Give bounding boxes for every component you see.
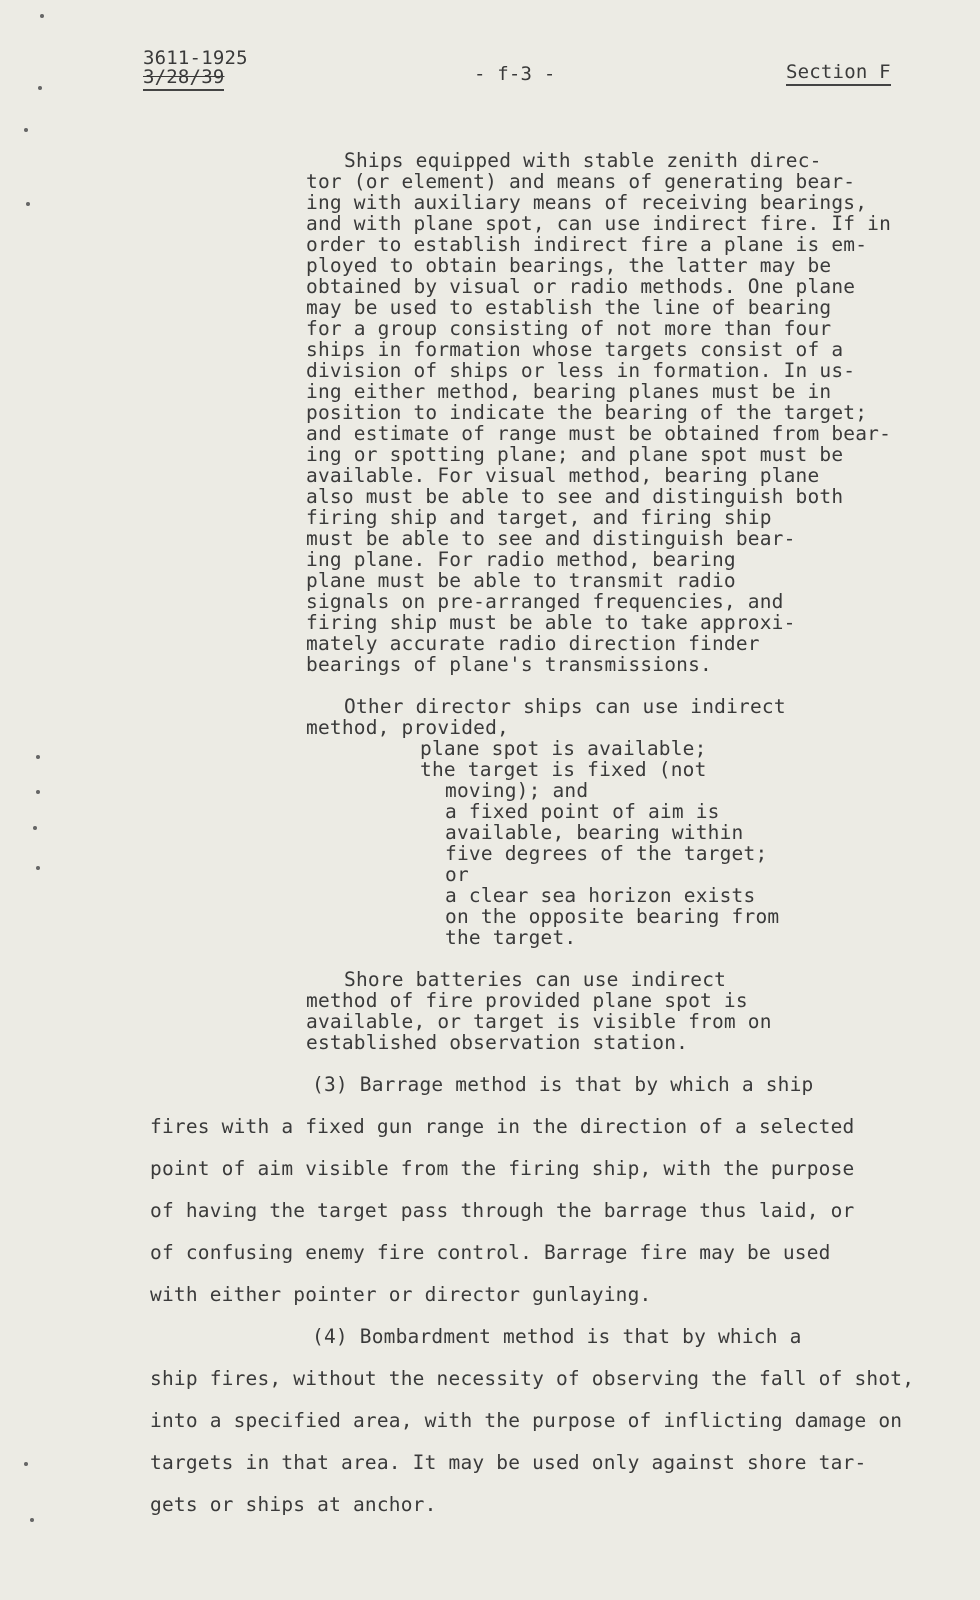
para1-line: ing or spotting plane; and plane spot must be (306, 443, 844, 466)
para4-line: point of aim visible from the firing ship, with the purpose (150, 1157, 855, 1180)
margin-speck (24, 1462, 28, 1466)
para1-line: firing ship must be able to take approxi- (306, 611, 796, 634)
para1-line: plane must be able to transmit radio (306, 569, 736, 592)
para5-line: targets in that area. It may be used only against shore tar- (150, 1451, 867, 1474)
para1-line: ing with auxiliary means of receiving bearings, (306, 191, 868, 214)
para1-line: order to establish indirect fire a plane is em- (306, 233, 868, 256)
section-label: Section F (786, 62, 891, 86)
para1-line: must be able to see and distinguish bear- (306, 527, 796, 550)
para5-line: (4) Bombardment method is that by which a (312, 1325, 802, 1348)
para2-line: method, provided, (306, 716, 509, 739)
para5-line: ship fires, without the necessity of observing the fall of shot, (150, 1367, 915, 1390)
para1-line: and estimate of range must be obtained from bear- (306, 422, 892, 445)
margin-speck (24, 128, 28, 132)
para3-line: method of fire provided plane spot is (306, 989, 748, 1012)
para1-line: tor (or element) and means of generating bear- (306, 170, 856, 193)
para3-line: Shore batteries can use indirect (344, 968, 727, 991)
para2-condition: moving); and (445, 779, 589, 802)
para2-line: Other director ships can use indirect (344, 695, 786, 718)
para4-line: fires with a fixed gun range in the direction of a selected (150, 1115, 855, 1138)
para1-line: ployed to obtain bearings, the latter may be (306, 254, 832, 277)
para5-line: gets or ships at anchor. (150, 1493, 437, 1516)
para4-line: (3) Barrage method is that by which a ship (312, 1073, 814, 1096)
para3-line: established observation station. (306, 1031, 689, 1054)
para4-line: with either pointer or director gunlaying. (150, 1283, 652, 1306)
para4-line: of confusing enemy fire control. Barrage fire may be used (150, 1241, 831, 1264)
para1-line: mately accurate radio direction finder (306, 632, 760, 655)
para2-condition: plane spot is available; (420, 737, 707, 760)
para1-line: division of ships or less in formation. In us- (306, 359, 856, 382)
margin-speck (36, 790, 40, 794)
para4-line: of having the target pass through the barrage thus laid, or (150, 1199, 855, 1222)
para1-line: bearings of plane's transmissions. (306, 653, 712, 676)
margin-speck (36, 866, 40, 870)
margin-speck (30, 1518, 34, 1522)
margin-speck (33, 826, 37, 830)
para2-condition: a clear sea horizon exists (445, 884, 756, 907)
margin-speck (40, 14, 44, 18)
para1-line: may be used to establish the line of bearing (306, 296, 832, 319)
para2-condition: five degrees of the target; (445, 842, 768, 865)
para2-condition: available, bearing within (445, 821, 744, 844)
para2-condition: a fixed point of aim is (445, 800, 720, 823)
margin-speck (26, 202, 30, 206)
doc-date: 3/28/39 (143, 67, 224, 91)
para2-condition: the target. (445, 926, 577, 949)
para1-line: also must be able to see and distinguish both (306, 485, 844, 508)
para1-line: ships in formation whose targets consist of a (306, 338, 844, 361)
page-number: - f-3 - (474, 63, 556, 85)
para1-line: ing either method, bearing planes must be in (306, 380, 832, 403)
para1-line: available. For visual method, bearing plane (306, 464, 820, 487)
para1-line: signals on pre-arranged frequencies, and (306, 590, 784, 613)
doc-number: 3611-1925 (143, 47, 248, 69)
para2-condition: the target is fixed (not (420, 758, 707, 781)
para5-line: into a specified area, with the purpose of inflicting damage on (150, 1409, 903, 1432)
margin-speck (38, 86, 42, 90)
para1-line: position to indicate the bearing of the target; (306, 401, 868, 424)
para1-line: and with plane spot, can use indirect fire. If in (306, 212, 892, 235)
para1-line: for a group consisting of not more than four (306, 317, 832, 340)
para2-condition: or (445, 863, 469, 886)
para2-condition: on the opposite bearing from (445, 905, 780, 928)
para1-line: firing ship and target, and firing ship (306, 506, 772, 529)
para1-line: obtained by visual or radio methods. One plane (306, 275, 856, 298)
para3-line: available, or target is visible from on (306, 1010, 772, 1033)
para1-line: Ships equipped with stable zenith direc- (344, 149, 822, 172)
margin-speck (36, 755, 40, 759)
para1-line: ing plane. For radio method, bearing (306, 548, 736, 571)
